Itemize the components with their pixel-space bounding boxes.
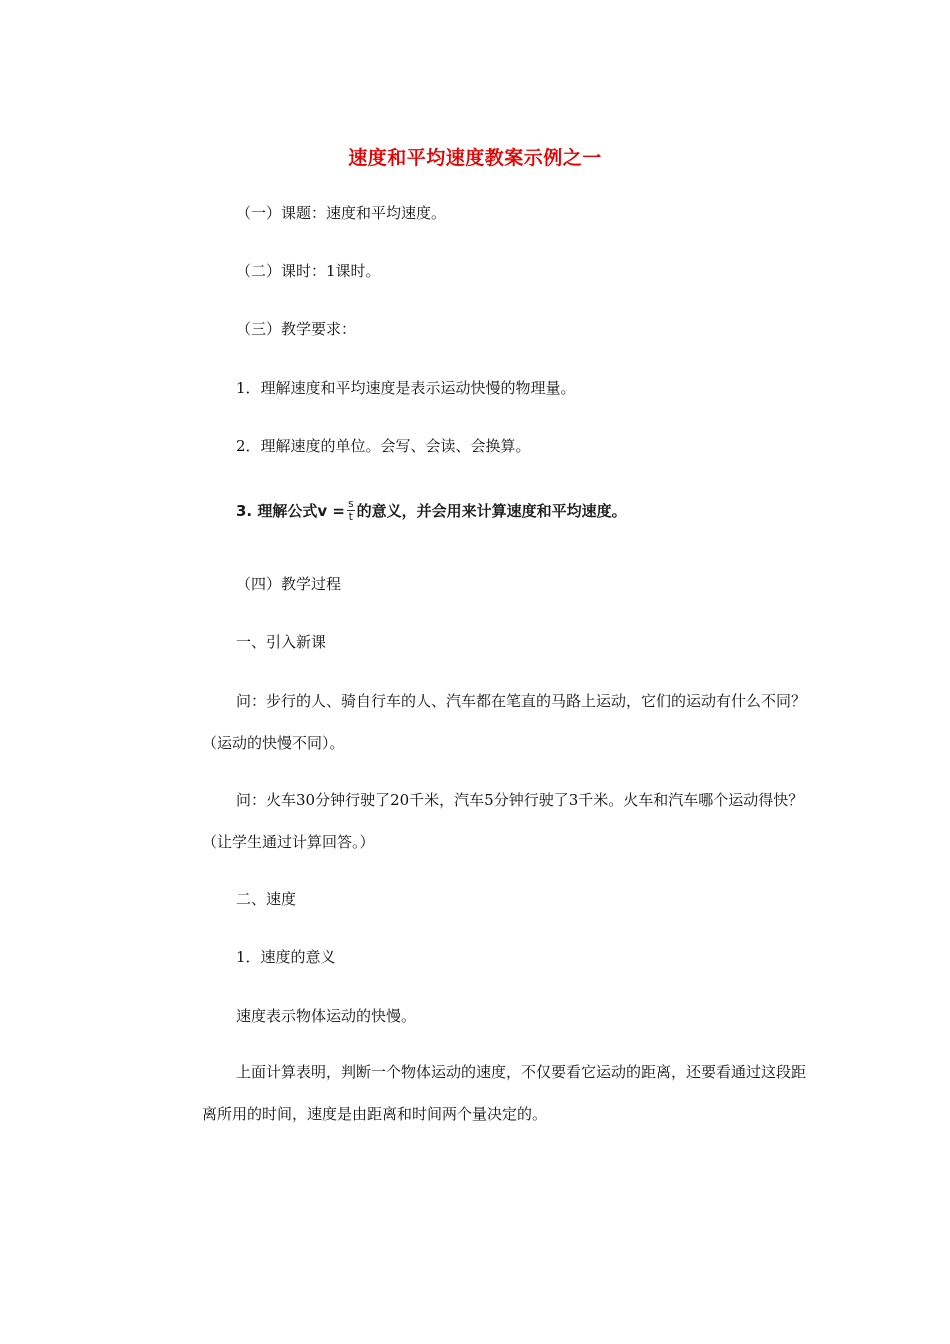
requirements-heading: （三）教学要求：: [236, 320, 357, 338]
speed-heading: 二、速度: [236, 890, 297, 908]
process-heading: （四）教学过程: [236, 575, 342, 593]
explanation-paragraph: 上面计算表明，判断一个物体运动的速度，不仅要看它运动的距离，还要看通过这段距离所用的时间，速度是由距离和时间两个量决定的。: [202, 1063, 807, 1123]
fraction-numerator: s: [347, 497, 354, 510]
question-paragraph-2: 问：火车30分钟行驶了20千米，汽车5分钟行驶了3千米。火车和汽车哪个运动得快？（让学生通过计算回答。）: [202, 791, 804, 851]
fraction-denominator: t: [348, 510, 353, 523]
formula-suffix: 的意义，并会用来计算速度和平均速度。: [356, 502, 627, 520]
document-title: 速度和平均速度教案示例之一: [348, 147, 602, 169]
question-paragraph-1: 问：步行的人、骑自行车的人、汽车都在笔直的马路上运动，它们的运动有什么不同？（运动的快慢不同）。: [202, 692, 807, 752]
requirement-2: 2．理解速度的单位。会写、会读、会换算。: [236, 437, 531, 455]
intro-heading: 一、引入新课: [236, 633, 327, 651]
speed-meaning-heading: 1．速度的意义: [236, 948, 336, 966]
requirement-3-formula: [236, 498, 627, 523]
formula-prefix: 3. 理解公式v =: [236, 502, 345, 520]
requirement-1: 1．理解速度和平均速度是表示运动快慢的物理量。: [236, 379, 576, 397]
duration-line: （二）课时：1课时。: [236, 262, 381, 280]
fraction-s-over-t: [347, 498, 355, 523]
speed-definition: 速度表示物体运动的快慢。: [236, 1007, 417, 1025]
topic-line: （一）课题：速度和平均速度。: [236, 204, 447, 222]
